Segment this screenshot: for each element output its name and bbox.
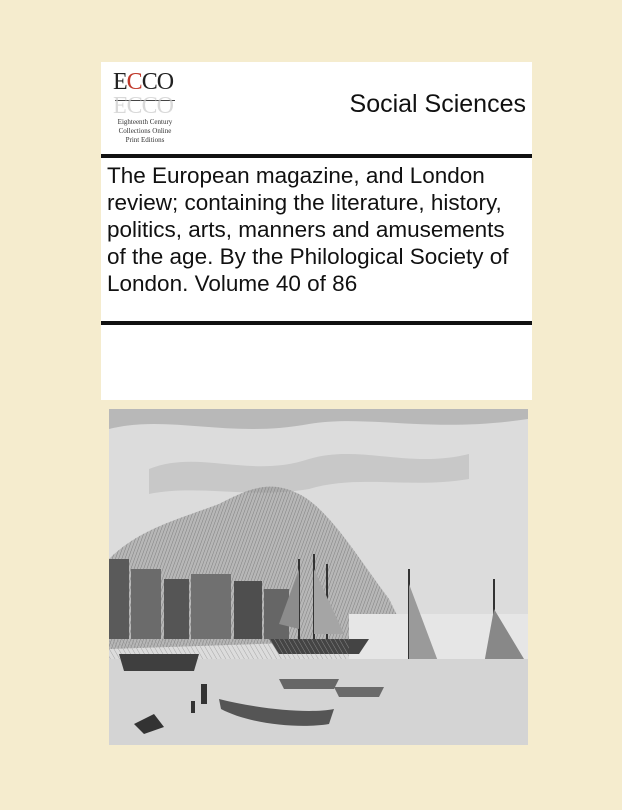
logo-caption-line: Collections Online xyxy=(118,127,172,135)
ecco-logo-reflection: ECCO xyxy=(113,91,174,117)
logo-caption xyxy=(113,118,177,145)
divider-top xyxy=(101,154,532,158)
category-label: Social Sciences xyxy=(349,90,526,118)
ecco-logo xyxy=(113,70,177,156)
cover-panel xyxy=(101,62,532,400)
logo-caption-line: Print Editions xyxy=(125,136,165,144)
divider-bottom xyxy=(101,321,532,325)
book-title: The European magazine, and London review; containing the literature, history, politics, arts, manners and amusements of the age. By the Philological Society of London. Volume 40 of 86 xyxy=(107,163,509,296)
logo-caption-line: Eighteenth Century xyxy=(117,118,173,126)
engraving-harbour-scene-icon xyxy=(109,409,528,745)
ecco-logo-mark: ECCO xyxy=(113,69,174,95)
